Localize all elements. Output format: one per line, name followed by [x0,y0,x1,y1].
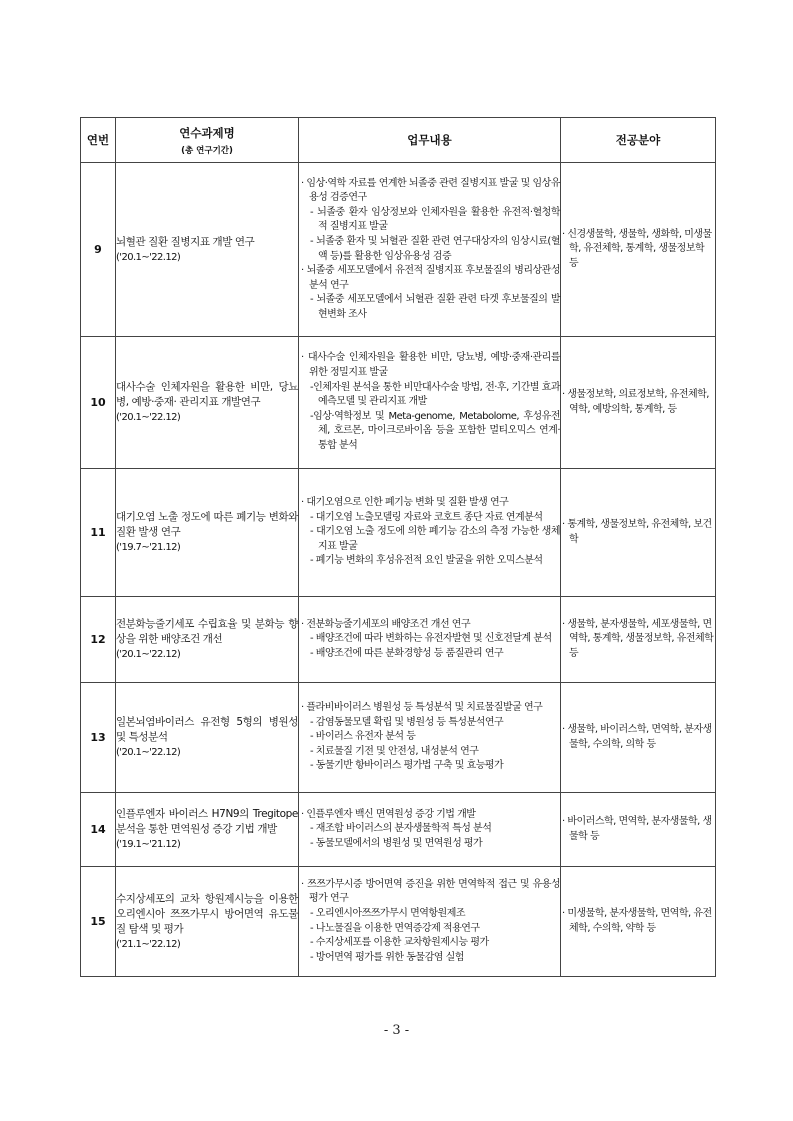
table-row [81,597,716,683]
row-title: 전분화능줄기세포 수립효율 및 분화능 향상을 위한 배양조건 개선 [116,618,298,645]
work-item: · 임상·역학 자료를 연계한 뇌졸중 관련 질병지표 발굴 및 임상유용성 검증연구 [301,177,560,204]
row-field-cell [561,597,716,683]
work-item: · 인플루엔자 백신 면역원성 증강 기법 개발 [301,808,476,820]
field-item: · 미생물학, 분자생물학, 면역학, 유전체학, 수의학, 약학 등 [562,907,712,934]
row-title-cell [116,867,299,977]
row-title: 대사수술 인체자원을 활용한 비만, 당뇨병, 예방·중재· 관리지표 개발연구 [116,381,298,408]
row-title-cell [116,793,299,867]
field-item: · 바이러스학, 면역학, 분자생물학, 생물학 등 [562,815,712,842]
work-sub-item: -임상·역학정보 및 Meta-genome, Metabolome, 후성유전체, 호르몬, 마이크로바이옴 등을 포함한 멀티오믹스 연계·통합 분석 [310,410,560,451]
row-title: 수지상세포의 교차 항원제시능을 이용한 오리엔시아 쯔쯔가무시 방어면역 유도물질 탐색 및 평가 [116,892,298,935]
work-item: · 뇌졸중 세포모델에서 유전적 질병지표 후보물질의 병리상관성 분석 연구 [301,265,560,291]
field-item: · 생물학, 분자생물학, 세포생물학, 면역학, 통계학, 생물정보학, 유전체학 등 [562,618,714,659]
row-field-cell [561,793,716,867]
header-no: 연번 [81,118,116,163]
row-title-cell [116,469,299,597]
table-body [81,163,716,977]
table-row [81,163,716,337]
work-sub-item: - 배양조건에 따른 분화경향성 등 품질관리 연구 [310,647,504,659]
work-sub-item: - 동물모델에서의 병원성 및 면역원성 평가 [310,837,483,849]
row-period: ('21.1~'22.12) [116,938,181,950]
research-topics-table [80,117,716,977]
row-work-cell [299,469,561,597]
work-sub-item: - 폐기능 변화의 후성유전적 요인 발굴을 위한 오믹스분석 [310,555,543,567]
work-sub-item: - 뇌졸중 세포모델에서 뇌혈관 질환 관련 타겟 후보물질의 발현변화 조사 [310,294,560,320]
row-number: 12 [81,597,116,683]
work-sub-item: - 재조합 바이러스의 분자생물학적 특성 분석 [310,823,492,835]
row-title: 일본뇌염바이러스 유전형 5형의 병원성 및 특성분석 [116,716,298,743]
row-work-cell [299,683,561,793]
row-number: 15 [81,867,116,977]
table-header-row [81,118,716,163]
row-period: ('20.1~'22.12) [116,251,181,263]
work-sub-item: -인체자원 분석을 통한 비만대사수술 방법, 전·후, 기간별 효과 예측모델 및 관리지표 개발 [310,381,560,408]
field-item: · 신경생물학, 생물학, 생화학, 미생물학, 유전체학, 통계학, 생물정보학 등 [562,228,712,269]
header-title-sub: (총 연구기간) [181,145,233,156]
work-sub-item: - 바이러스 유전자 분석 등 [310,731,416,743]
work-item: · 대사수술 인체자원을 활용한 비만, 당뇨병, 예방·중재·관리를 위한 정밀지표 발굴 [301,352,560,379]
work-item: · 쯔쯔가무시증 방어면역 증진을 위한 면역학적 접근 및 유용성 평가 연구 [301,878,560,905]
row-title: 인플루엔자 바이러스 H7N9의 Tregitope 분석을 통한 면역원성 증강 기법 개발 [116,808,298,835]
header-title [116,118,299,163]
header-work: 업무내용 [299,118,561,163]
work-sub-item: - 배양조건에 따라 변화하는 유전자발현 및 신호전달계 분석 [310,633,552,645]
page-number: - 3 - [383,1023,410,1038]
work-sub-item: - 나노물질을 이용한 면역증강제 적용연구 [310,922,480,934]
row-work-cell [299,163,561,337]
header-field: 전공분야 [561,118,716,163]
work-sub-item: - 방어면역 평가를 위한 동물감염 실험 [310,951,464,963]
row-number: 13 [81,683,116,793]
row-number: 11 [81,469,116,597]
work-sub-item: - 뇌졸중 환자 임상정보와 인체자원을 활용한 유전적·혈청학적 질병지표 발굴 [310,206,560,233]
row-period: ('20.1~'22.12) [116,412,181,423]
field-item: · 생물정보학, 의료정보학, 유전체학, 역학, 예방의학, 통계학, 등 [562,388,709,415]
work-sub-item: - 수지상세포를 이용한 교차항원제시능 평가 [310,937,489,949]
row-work-cell [299,337,561,469]
row-title-cell [116,683,299,793]
work-item: · 플라비바이러스 병원성 등 특성분석 및 치료물질발굴 연구 [301,702,543,714]
row-title-cell [116,337,299,469]
row-number: 9 [81,163,116,337]
row-field-cell [561,163,716,337]
work-item: · 전분화능줄기세포의 배양조건 개선 연구 [301,618,471,630]
work-item: · 대기오염으로 인한 폐기능 변화 및 질환 발생 연구 [301,497,509,509]
row-period: ('19.7~'21.12) [116,542,181,553]
row-title-cell [116,163,299,337]
work-sub-item: - 동물기반 항바이러스 평가법 구축 및 효능평가 [310,760,504,772]
table-row [81,793,716,867]
row-period: ('20.1~'22.12) [116,649,181,660]
field-item: · 생물학, 바이러스학, 면역학, 분자생물학, 수의학, 의학 등 [562,723,712,750]
row-work-cell [299,867,561,977]
row-number: 14 [81,793,116,867]
work-sub-item: - 뇌졸중 환자 및 뇌혈관 질환 관련 연구대상자의 임상시료(혈액 등)를 활용한 임상유용성 검증 [310,235,560,262]
header-title-main: 연수과제명 [179,125,235,140]
row-field-cell [561,683,716,793]
row-work-cell [299,793,561,867]
table-row [81,337,716,469]
row-work-cell [299,597,561,683]
table-row [81,683,716,793]
row-field-cell [561,469,716,597]
work-sub-item: - 감염동물모델 확립 및 병원성 등 특성분석연구 [310,716,504,728]
work-sub-item: - 대기오염 노출모델링 자료와 코호트 종단 자료 연계분석 [310,511,543,523]
work-sub-item: - 오리엔시아쯔쯔가무시 면역항원제조 [310,907,466,919]
row-field-cell [561,337,716,469]
row-number: 10 [81,337,116,469]
table-row [81,469,716,597]
work-sub-item: - 대기오염 노출 정도에 의한 폐기능 감소의 측정 가능한 생체지표 발굴 [310,526,560,552]
row-title: 대기오염 노출 정도에 따른 폐기능 변화와 질환 발생 연구 [116,511,298,538]
row-title-cell [116,597,299,683]
row-period: ('19.1~'21.12) [116,839,181,850]
table-row [81,867,716,977]
field-item: · 통계학, 생물정보학, 유전체학, 보건학 [562,518,712,545]
row-field-cell [561,867,716,977]
row-period: ('20.1~'22.12) [116,747,181,758]
work-sub-item: - 치료물질 기전 및 안전성, 내성분석 연구 [310,745,479,757]
row-title: 뇌혈관 질환 질병지표 개발 연구 [116,235,255,248]
